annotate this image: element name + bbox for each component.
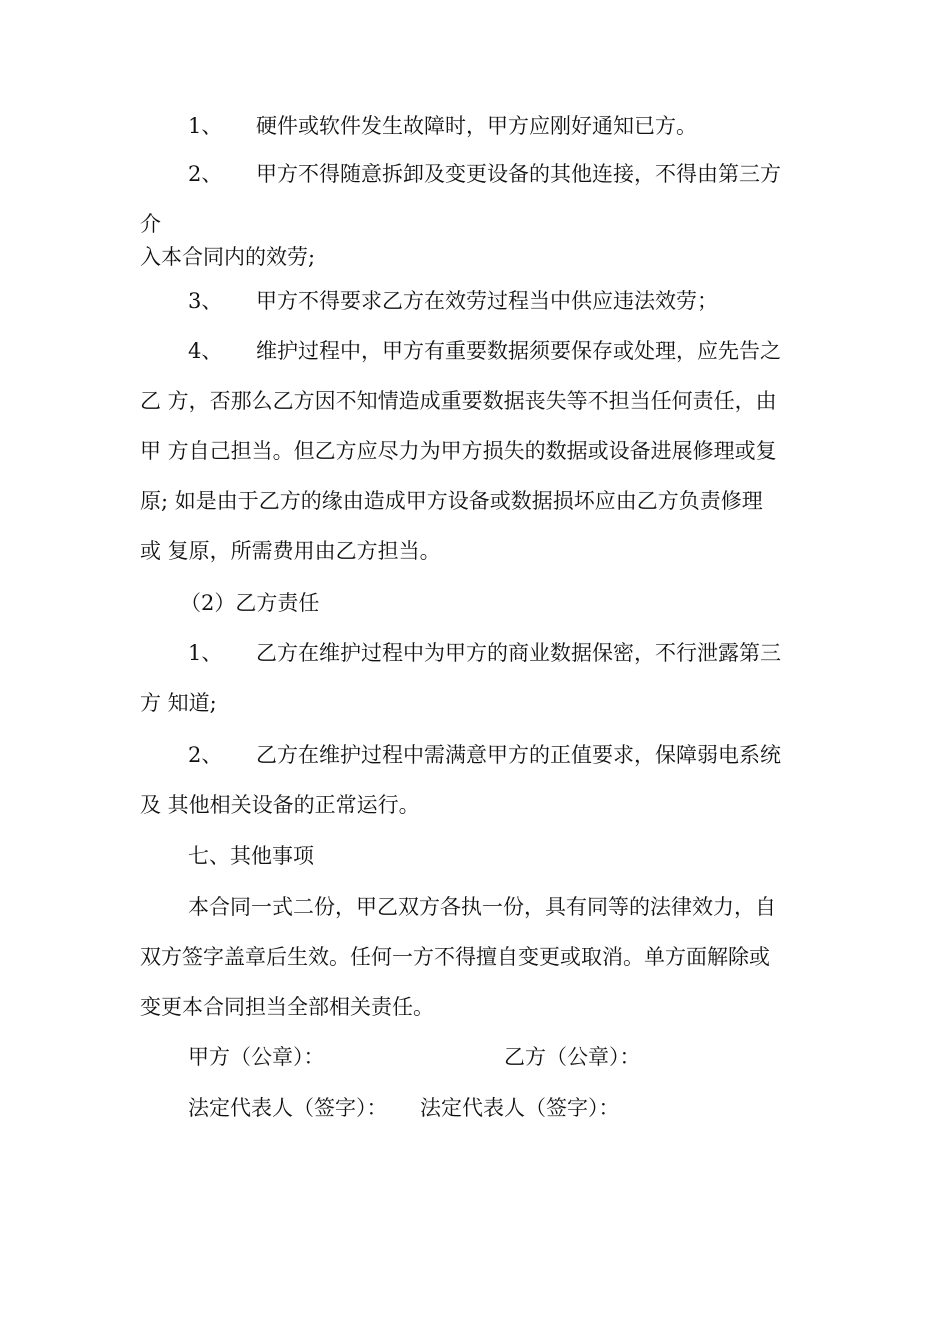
item-number: 4、 <box>188 339 223 363</box>
section-heading: 七、其他事项 <box>188 844 314 868</box>
item-text: 乙方在维护过程中需满意甲方的正值要求，保障弱电系统 <box>256 743 781 767</box>
paragraph-line: 本合同一式二份，甲乙双方各执一份，具有同等的法律效力，自 <box>188 895 776 919</box>
item-text-continuation: 及 其他相关设备的正常运行。 <box>140 793 420 817</box>
item-number: 1、 <box>188 114 223 138</box>
item-text: 甲方不得随意拆卸及变更设备的其他连接，不得由第三方 <box>256 162 781 186</box>
party-b-rep-label: 法定代表人（签字）： <box>420 1096 620 1120</box>
item-text-continuation: 乙 方，否那么乙方因不知情造成重要数据丧失等不担当任何责任，由 <box>140 389 777 413</box>
item-number: 2、 <box>188 162 223 186</box>
item-text-continuation: 甲 方自己担当。但乙方应尽力为甲方损失的数据或设备进展修理或复 <box>140 439 777 463</box>
section-subheading: （2）乙方责任 <box>180 591 320 615</box>
item-text-continuation: 入本合同内的效劳; <box>140 245 316 269</box>
party-a-rep-label: 法定代表人（签字）： <box>188 1096 388 1120</box>
item-text: 维护过程中，甲方有重要数据须要保存或处理，应先告之 <box>256 339 781 363</box>
paragraph-line: 双方签字盖章后生效。任何一方不得擅自变更或取消。单方面解除或 <box>140 945 770 969</box>
item-text-continuation: 介 <box>140 212 161 236</box>
item-number: 2、 <box>188 743 223 767</box>
item-number: 3、 <box>188 289 223 313</box>
item-text-continuation: 原; 如是由于乙方的缘由造成甲方设备或数据损坏应由乙方负责修理 <box>140 489 763 513</box>
item-text-continuation: 方 知道; <box>140 691 217 715</box>
item-text: 乙方在维护过程中为甲方的商业数据保密，不行泄露第三 <box>256 641 781 665</box>
paragraph-line: 变更本合同担当全部相关责任。 <box>140 995 434 1019</box>
item-text-continuation: 或 复原，所需费用由乙方担当。 <box>140 539 441 563</box>
party-b-seal-label: 乙方（公章）： <box>504 1045 641 1069</box>
item-text: 硬件或软件发生故障时，甲方应刚好通知已方。 <box>256 114 697 138</box>
item-text: 甲方不得要求乙方在效劳过程当中供应违法效劳； <box>256 289 718 313</box>
item-number: 1、 <box>188 641 223 665</box>
party-a-seal-label: 甲方（公章）： <box>188 1045 325 1069</box>
